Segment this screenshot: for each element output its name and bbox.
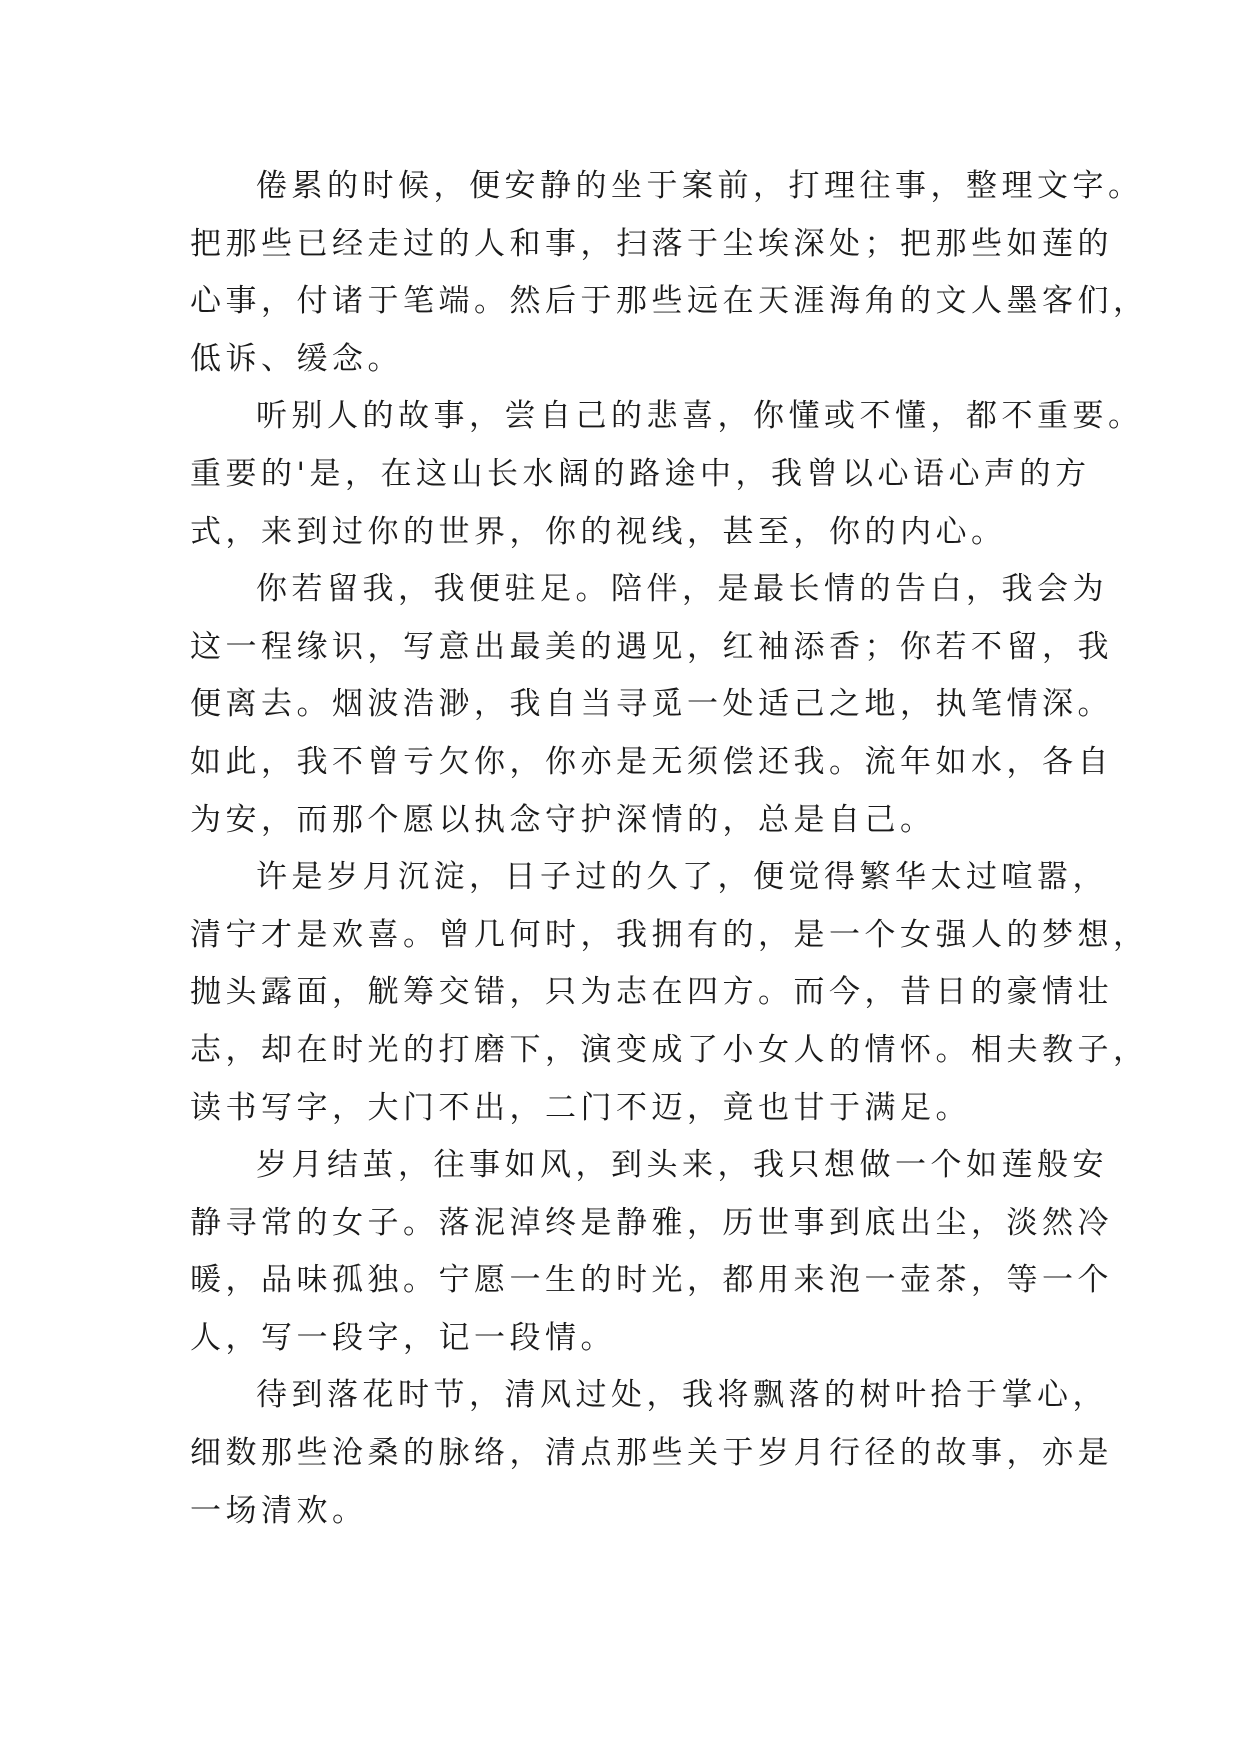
text-line: 许是岁月沉淀，日子过的久了，便觉得繁华太过喧嚣， bbox=[256, 859, 1108, 896]
text-line: 重要的'是，在这山长水阔的路途中，我曾以心语心声的方 bbox=[190, 455, 1091, 492]
text-line: 读书写字，大门不出，二门不迈，竟也甘于满足。 bbox=[190, 1089, 971, 1126]
text-line: 岁月结茧，往事如风，到头来，我只想做一个如莲般安 bbox=[256, 1147, 1108, 1184]
text-line: 这一程缘识，写意出最美的遇见，红袖添香；你若不留，我 bbox=[190, 628, 1113, 665]
text-line: 听别人的故事，尝自己的悲喜，你懂或不懂，都不重要。 bbox=[256, 398, 1144, 435]
paragraph-1 bbox=[190, 158, 1149, 388]
text-line: 暖，品味孤独。宁愿一生的时光，都用来泡一壶茶，等一个 bbox=[190, 1262, 1113, 1299]
text-line: 志，却在时光的打磨下，演变成了小女人的情怀。相夫教子， bbox=[190, 1031, 1149, 1068]
text-line: 倦累的时候，便安静的坐于案前，打理往事，整理文字。 bbox=[256, 168, 1144, 204]
text-line: 低诉、缓念。 bbox=[190, 340, 403, 377]
paragraph-4 bbox=[190, 849, 1149, 1137]
text-line: 你若留我，我便驻足。陪伴，是最长情的告白，我会为 bbox=[256, 571, 1108, 608]
text-line: 清宁才是欢喜。曾几何时，我拥有的，是一个女强人的梦想， bbox=[190, 916, 1149, 953]
text-line: 心事，付诸于笔端。然后于那些远在天涯海角的文人墨客们， bbox=[190, 283, 1149, 320]
text-line: 待到落花时节，清风过处，我将飘落的树叶拾于掌心， bbox=[256, 1377, 1108, 1414]
text-line: 把那些已经走过的人和事，扫落于尘埃深处；把那些如莲的 bbox=[190, 225, 1113, 262]
text-line: 如此，我不曾亏欠你，你亦是无须偿还我。流年如水，各自 bbox=[190, 743, 1113, 780]
text-line: 细数那些沧桑的脉络，清点那些关于岁月行径的故事，亦是 bbox=[190, 1435, 1113, 1472]
text-line: 一场清欢。 bbox=[190, 1492, 368, 1529]
paragraph-5 bbox=[190, 1137, 1113, 1367]
text-line: 便离去。烟波浩渺，我自当寻觅一处适己之地，执笔情深。 bbox=[190, 686, 1113, 723]
text-line: 为安，而那个愿以执念守护深情的，总是自己。 bbox=[190, 801, 936, 838]
paragraph-3 bbox=[190, 561, 1113, 849]
text-line: 抛头露面，觥筹交错，只为志在四方。而今，昔日的豪情壮 bbox=[190, 974, 1113, 1011]
paragraph-2 bbox=[190, 388, 1144, 561]
paragraph-6 bbox=[190, 1367, 1113, 1540]
text-line: 静寻常的女子。落泥淖终是静雅，历世事到底出尘，淡然冷 bbox=[190, 1204, 1113, 1241]
text-line: 人，写一段字，记一段情。 bbox=[190, 1319, 616, 1356]
document-body bbox=[190, 158, 1149, 1540]
text-line: 式，来到过你的世界，你的视线，甚至，你的内心。 bbox=[190, 513, 1007, 550]
